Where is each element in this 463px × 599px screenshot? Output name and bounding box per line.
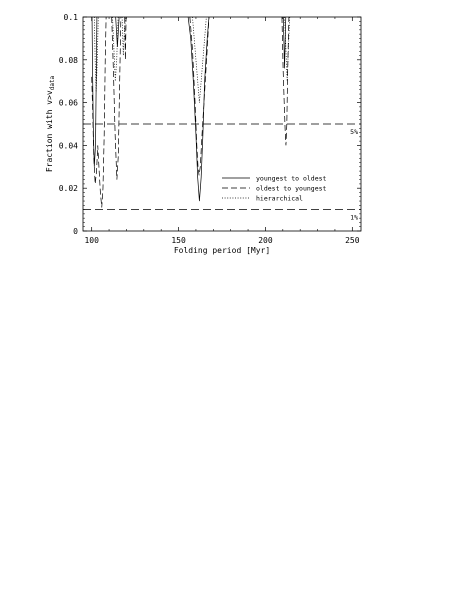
reference-lines — [83, 124, 361, 222]
y-tick-label: 0 — [73, 227, 78, 236]
y-tick-label: 0.04 — [58, 141, 78, 151]
y-axis-label — [45, 75, 56, 172]
x-axis-label: Folding period [Myr] — [173, 246, 271, 255]
y-tick-label: 0.08 — [58, 55, 78, 65]
y-tick-label: 0.1 — [63, 13, 78, 22]
y-axis-label-main: Fraction with v>v — [45, 90, 54, 173]
legend — [222, 175, 327, 203]
reference-line-label: 1% — [350, 213, 358, 222]
series-line — [190, 17, 209, 175]
y-axis-label-sub: data — [49, 75, 56, 91]
legend-label: oldest to youngest — [256, 184, 327, 193]
series-line — [112, 17, 121, 180]
y-tick-label: 0.06 — [58, 98, 78, 108]
legend-label: youngest to oldest — [256, 174, 327, 183]
x-tick-label: 200 — [258, 236, 273, 245]
x-tick-label: 250 — [345, 236, 360, 245]
y-tick-label: 0.02 — [58, 184, 78, 194]
series-line — [92, 17, 97, 167]
series-line — [283, 17, 285, 68]
legend-label: hierarchical — [256, 194, 303, 203]
x-tick-label: 150 — [171, 236, 186, 245]
series-line — [116, 17, 119, 47]
series-line — [92, 17, 106, 207]
x-tick-label: 100 — [84, 236, 99, 245]
reference-line-label: 5% — [350, 128, 358, 136]
ticks — [59, 13, 361, 245]
